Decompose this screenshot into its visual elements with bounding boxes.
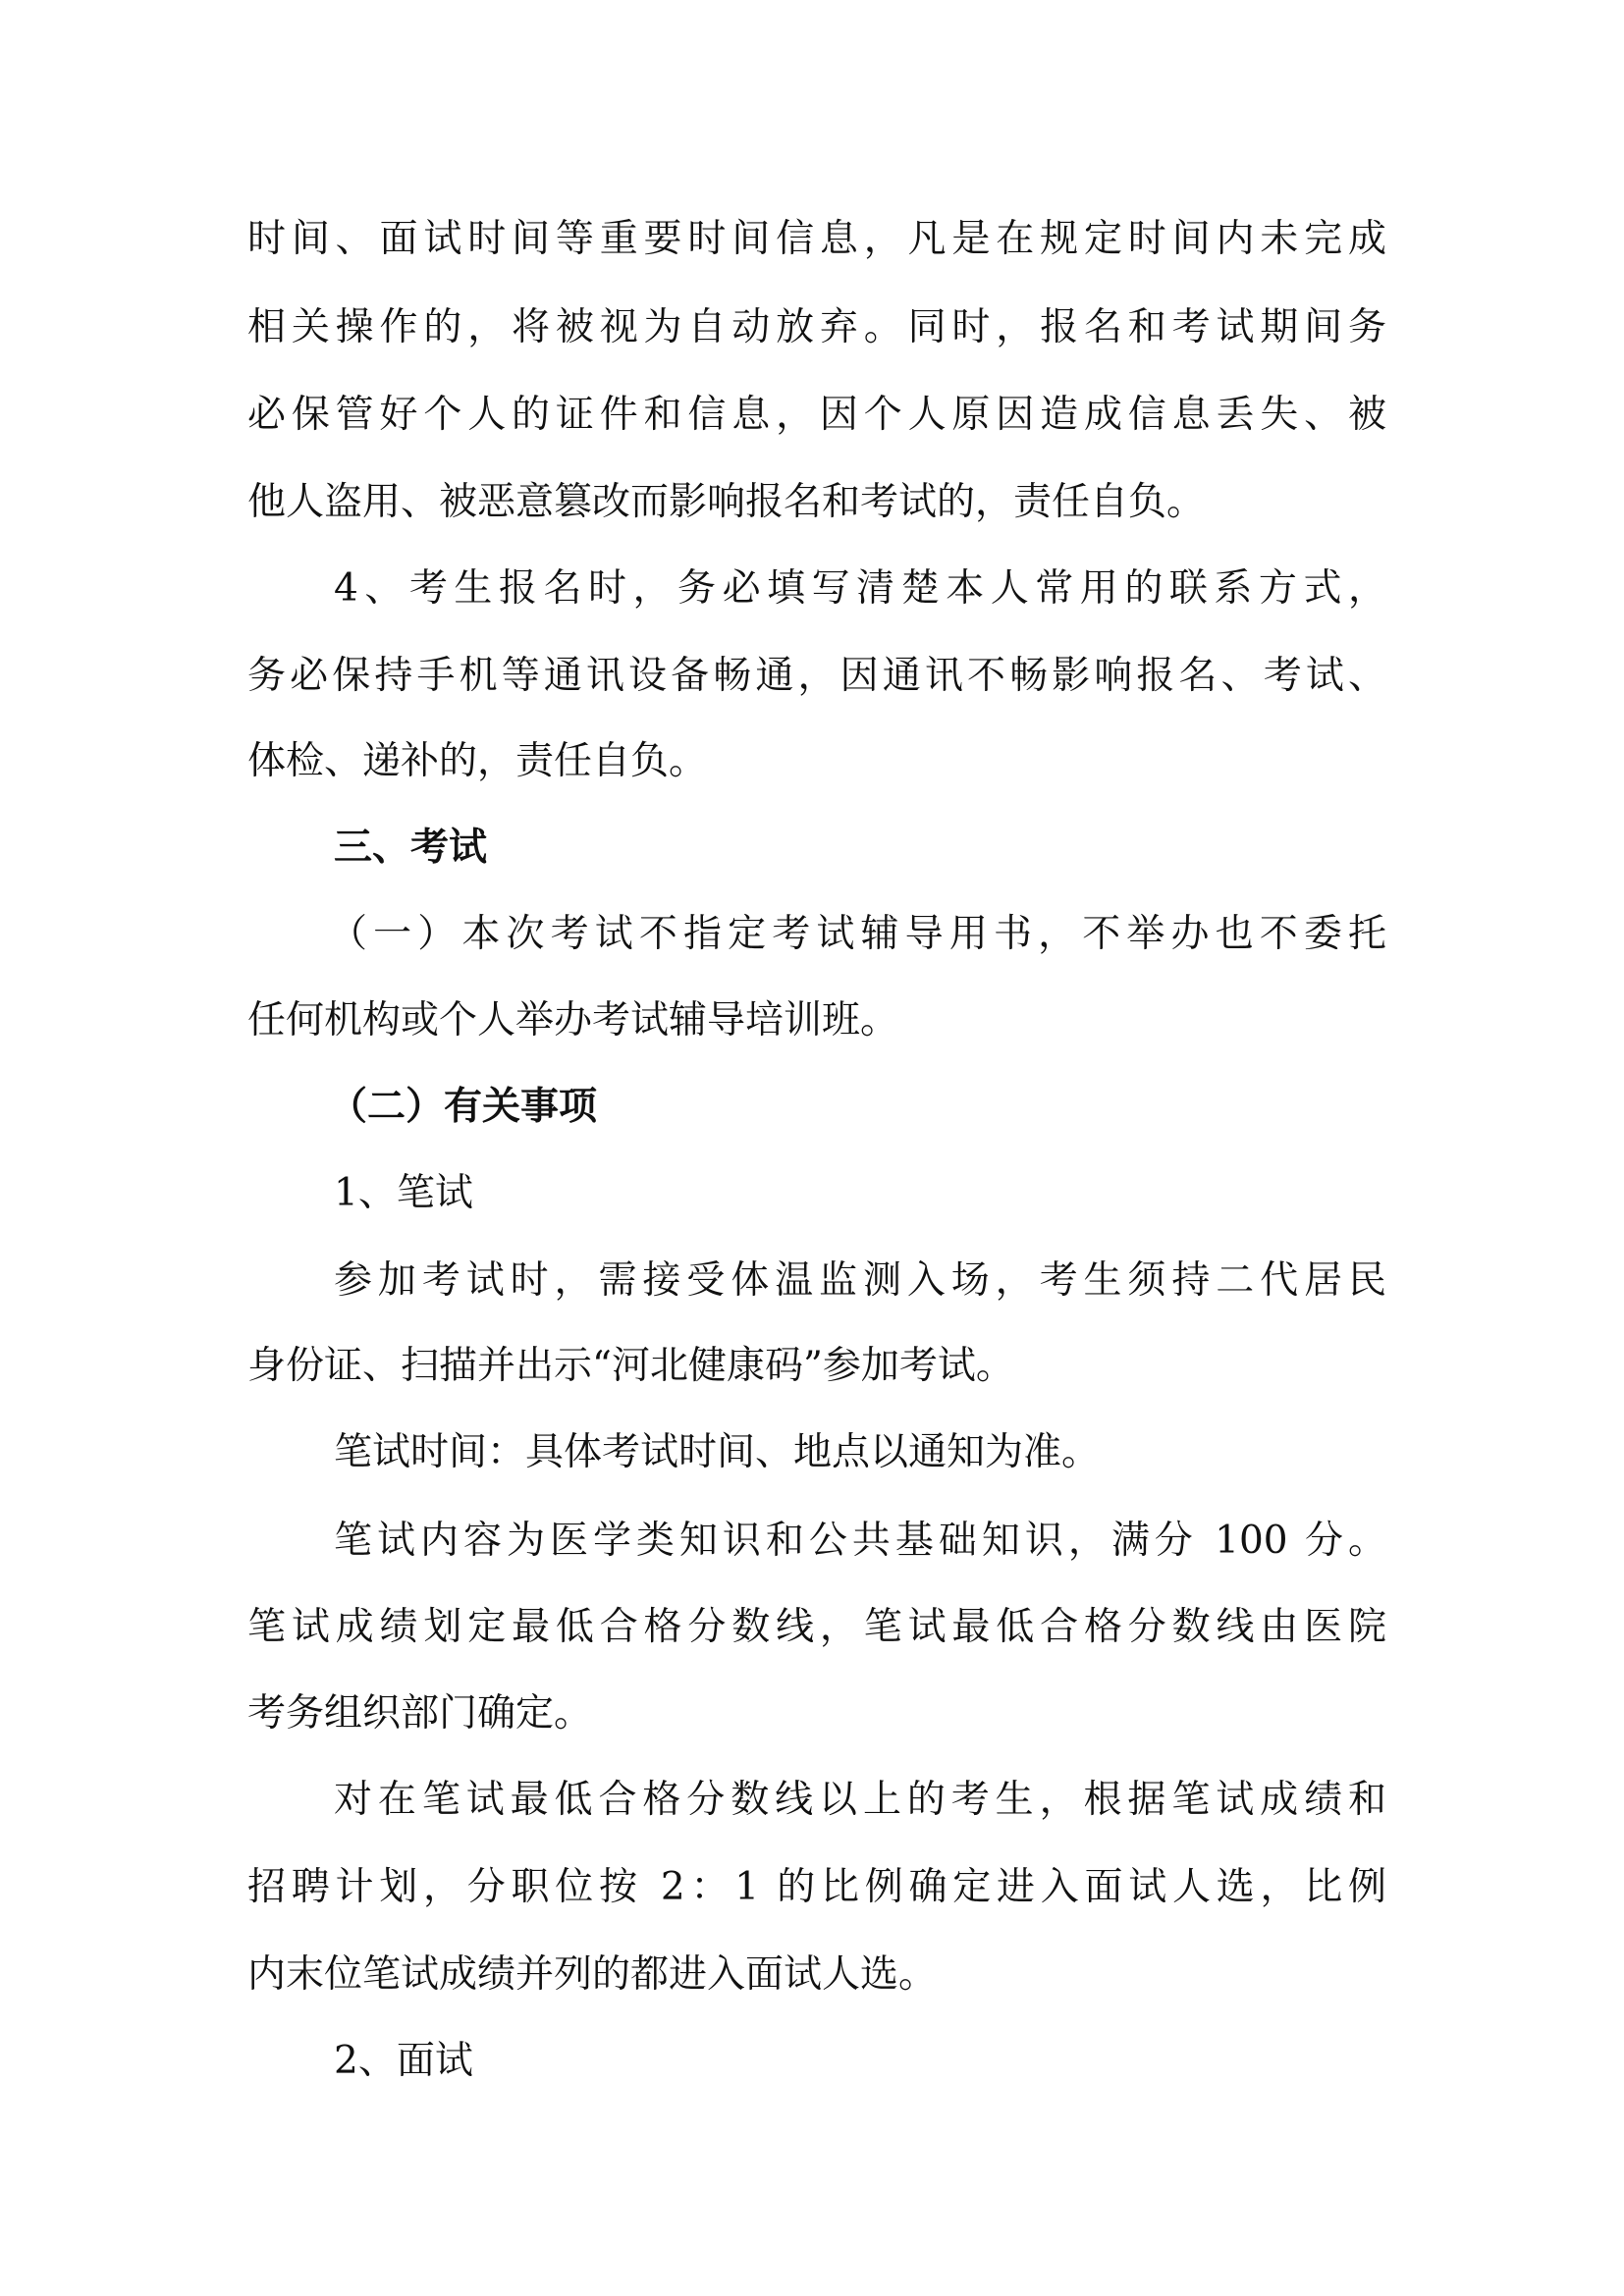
paragraph-line: 招聘计划，分职位按 2：1 的比例确定进入面试人选，比例	[247, 1865, 1386, 1909]
paragraph-line: 他人盗用、被恶意篡改而影响报名和考试的，责任自负。	[247, 480, 1206, 524]
item-heading: 2、面试	[334, 2039, 473, 2083]
paragraph-line: 任何机构或个人举办考试辅导培训班。	[247, 998, 899, 1042]
paragraph-line: 笔试成绩划定最低合格分数线，笔试最低合格分数线由医院	[247, 1605, 1386, 1649]
paragraph-line: 对在笔试最低合格分数线以上的考生，根据笔试成绩和	[334, 1778, 1386, 1822]
paragraph-line: 身份证、扫描并出示“河北健康码”参加考试。	[247, 1344, 1014, 1388]
paragraph-line: 相关操作的，将被视为自动放弃。同时，报名和考试期间务	[247, 305, 1386, 349]
item-heading: 1、笔试	[334, 1171, 473, 1215]
paragraph-line: 考务组织部门确定。	[247, 1691, 593, 1735]
section-heading: 三、考试	[334, 826, 488, 870]
paragraph-line: 时间、面试时间等重要时间信息，凡是在规定时间内未完成	[247, 217, 1386, 261]
paragraph-line: （一）本次考试不指定考试辅导用书，不举办也不委托	[329, 912, 1386, 956]
paragraph-line: 4、考生报名时，务必填写清楚本人常用的联系方式，	[334, 566, 1386, 611]
paragraph-line: 务必保持手机等通讯设备畅通，因通讯不畅影响报名、考试、	[247, 654, 1386, 698]
paragraph-line: 笔试时间：具体考试时间、地点以通知为准。	[334, 1430, 1101, 1474]
paragraph-line: 体检、递补的，责任自负。	[247, 739, 708, 783]
paragraph-line: 内末位笔试成绩并列的都进入面试人选。	[247, 1952, 938, 1997]
subsection-heading: （二）有关事项	[329, 1085, 598, 1129]
paragraph-line: 笔试内容为医学类知识和公共基础知识，满分 100 分。	[334, 1519, 1386, 1563]
paragraph-line: 参加考试时，需接受体温监测入场，考生须持二代居民	[334, 1258, 1386, 1303]
paragraph-line: 必保管好个人的证件和信息，因个人原因造成信息丢失、被	[247, 393, 1386, 437]
